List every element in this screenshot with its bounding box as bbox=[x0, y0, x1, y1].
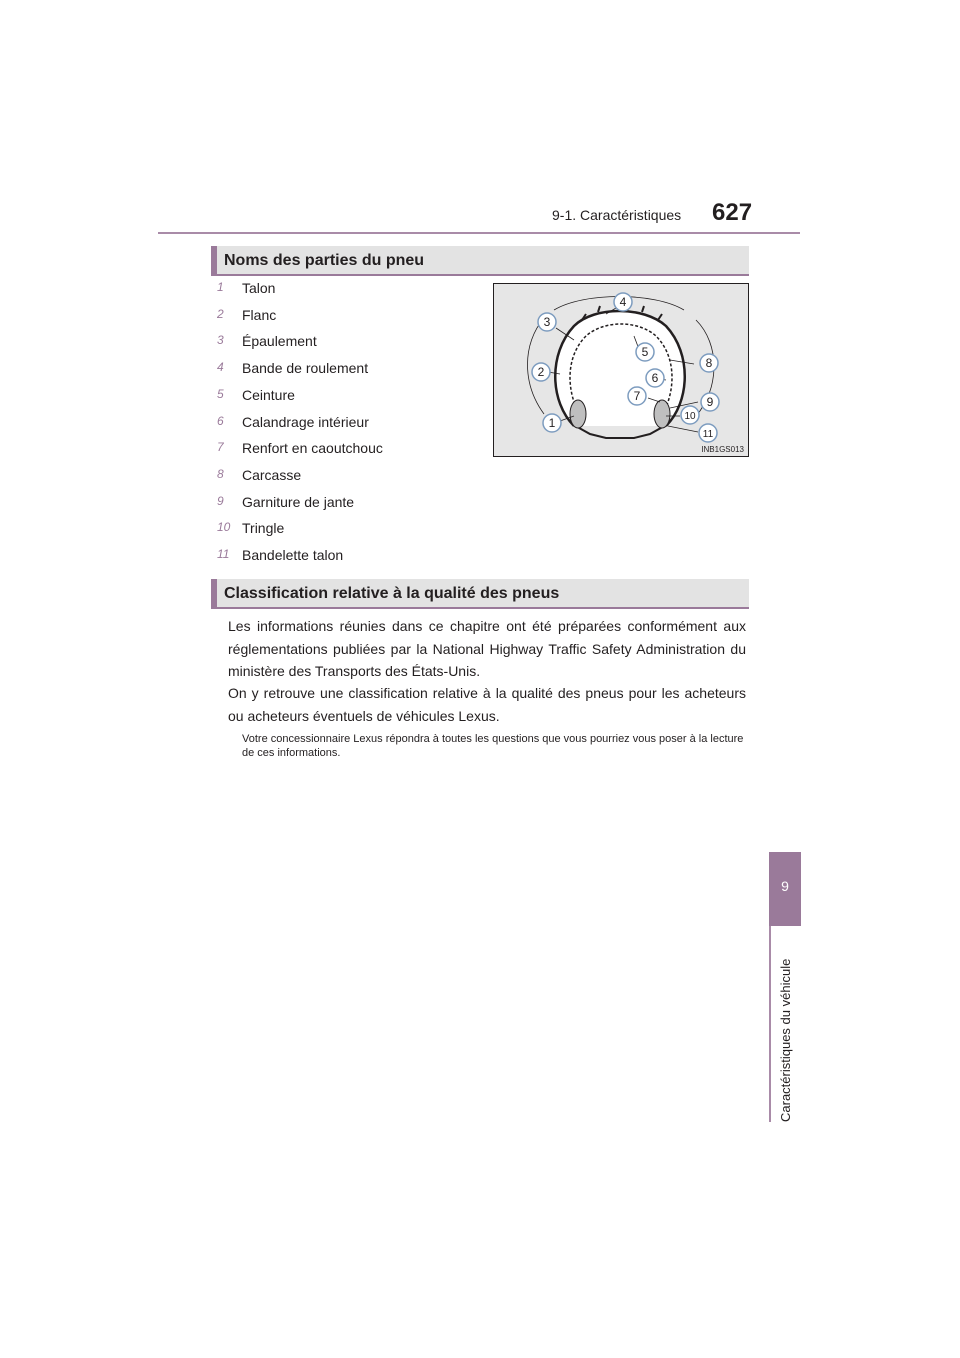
section-heading-bar bbox=[211, 579, 217, 607]
figure-code: INB1GS013 bbox=[701, 445, 744, 454]
section-title: Noms des parties du pneu bbox=[224, 252, 425, 269]
list-item-number: 8 bbox=[217, 466, 224, 481]
list-item-label: Carcasse bbox=[242, 466, 302, 483]
callout-10-label: 10 bbox=[684, 411, 696, 422]
list-item-label: Épaulement bbox=[242, 333, 317, 350]
list-item-label: Bandelette talon bbox=[242, 547, 344, 563]
list-item-label: Garniture de jante bbox=[242, 493, 355, 510]
paragraph-regulations: Les informations réunies dans ce chapitre ont été préparées conformément aux réglementations publiées par la National Highway Traffic Safety Administration du ministère des Transports des États-Unis. bbox=[228, 618, 746, 679]
section-title: Classification relative à la qualité des pneus bbox=[224, 585, 560, 602]
list-item-label: Bande de roulement bbox=[242, 360, 369, 377]
list-item-number: 3 bbox=[217, 333, 224, 348]
callout-7-label: 7 bbox=[633, 389, 641, 403]
paragraph-classification: On y retrouve une classification relative à la qualité des pneus pour les acheteurs ou acheteurs éventuels de véhicules Lexus. bbox=[228, 685, 746, 724]
section-heading-tire-parts bbox=[211, 246, 749, 276]
tire-diagram bbox=[494, 284, 748, 456]
callout-6-label: 6 bbox=[651, 371, 659, 385]
list-item-label: Calandrage intérieur bbox=[242, 413, 369, 430]
page-number: 627 bbox=[712, 199, 753, 226]
list-item-number: 4 bbox=[217, 360, 224, 375]
running-header-section: 9-1. Caractéristiques bbox=[552, 207, 682, 223]
header-divider bbox=[158, 232, 800, 234]
section-heading-bar bbox=[211, 246, 217, 274]
callout-1-label: 1 bbox=[548, 416, 556, 430]
callout-9-label: 9 bbox=[706, 395, 714, 409]
chapter-tab-line bbox=[769, 926, 771, 1122]
list-item-number: 2 bbox=[217, 306, 224, 321]
list-item-number: 7 bbox=[217, 440, 224, 455]
list-item-number: 6 bbox=[217, 413, 224, 428]
callout-2-label: 2 bbox=[537, 365, 545, 379]
callout-5-label: 5 bbox=[641, 345, 649, 359]
tire-cross-section-figure bbox=[493, 283, 749, 457]
list-item-label: Ceinture bbox=[242, 386, 295, 403]
chapter-tab-title: Caractéristiques du véhicule bbox=[778, 958, 793, 1122]
list-item-number: 10 bbox=[217, 520, 231, 535]
chapter-tab-number: 9 bbox=[781, 878, 789, 894]
list-item-number: 9 bbox=[217, 493, 224, 508]
callout-4-label: 4 bbox=[619, 295, 627, 309]
list-item-label: Talon bbox=[242, 280, 276, 296]
list-item-label: Flanc bbox=[242, 306, 277, 323]
list-item-number: 1 bbox=[217, 280, 224, 294]
callout-11-label: 11 bbox=[702, 429, 714, 440]
callout-8-label: 8 bbox=[705, 356, 713, 370]
list-item-label: Renfort en caoutchouc bbox=[242, 440, 383, 457]
list-item-number: 11 bbox=[217, 547, 230, 561]
section-heading-quality bbox=[211, 579, 749, 609]
list-item-label: Tringle bbox=[242, 520, 285, 537]
list-item-number: 5 bbox=[217, 386, 224, 401]
dealer-note: Votre concessionnaire Lexus répondra à toutes les questions que vous pourriez vous poser à la lecture de ces informations. bbox=[242, 733, 744, 759]
callout-3-label: 3 bbox=[543, 315, 551, 329]
